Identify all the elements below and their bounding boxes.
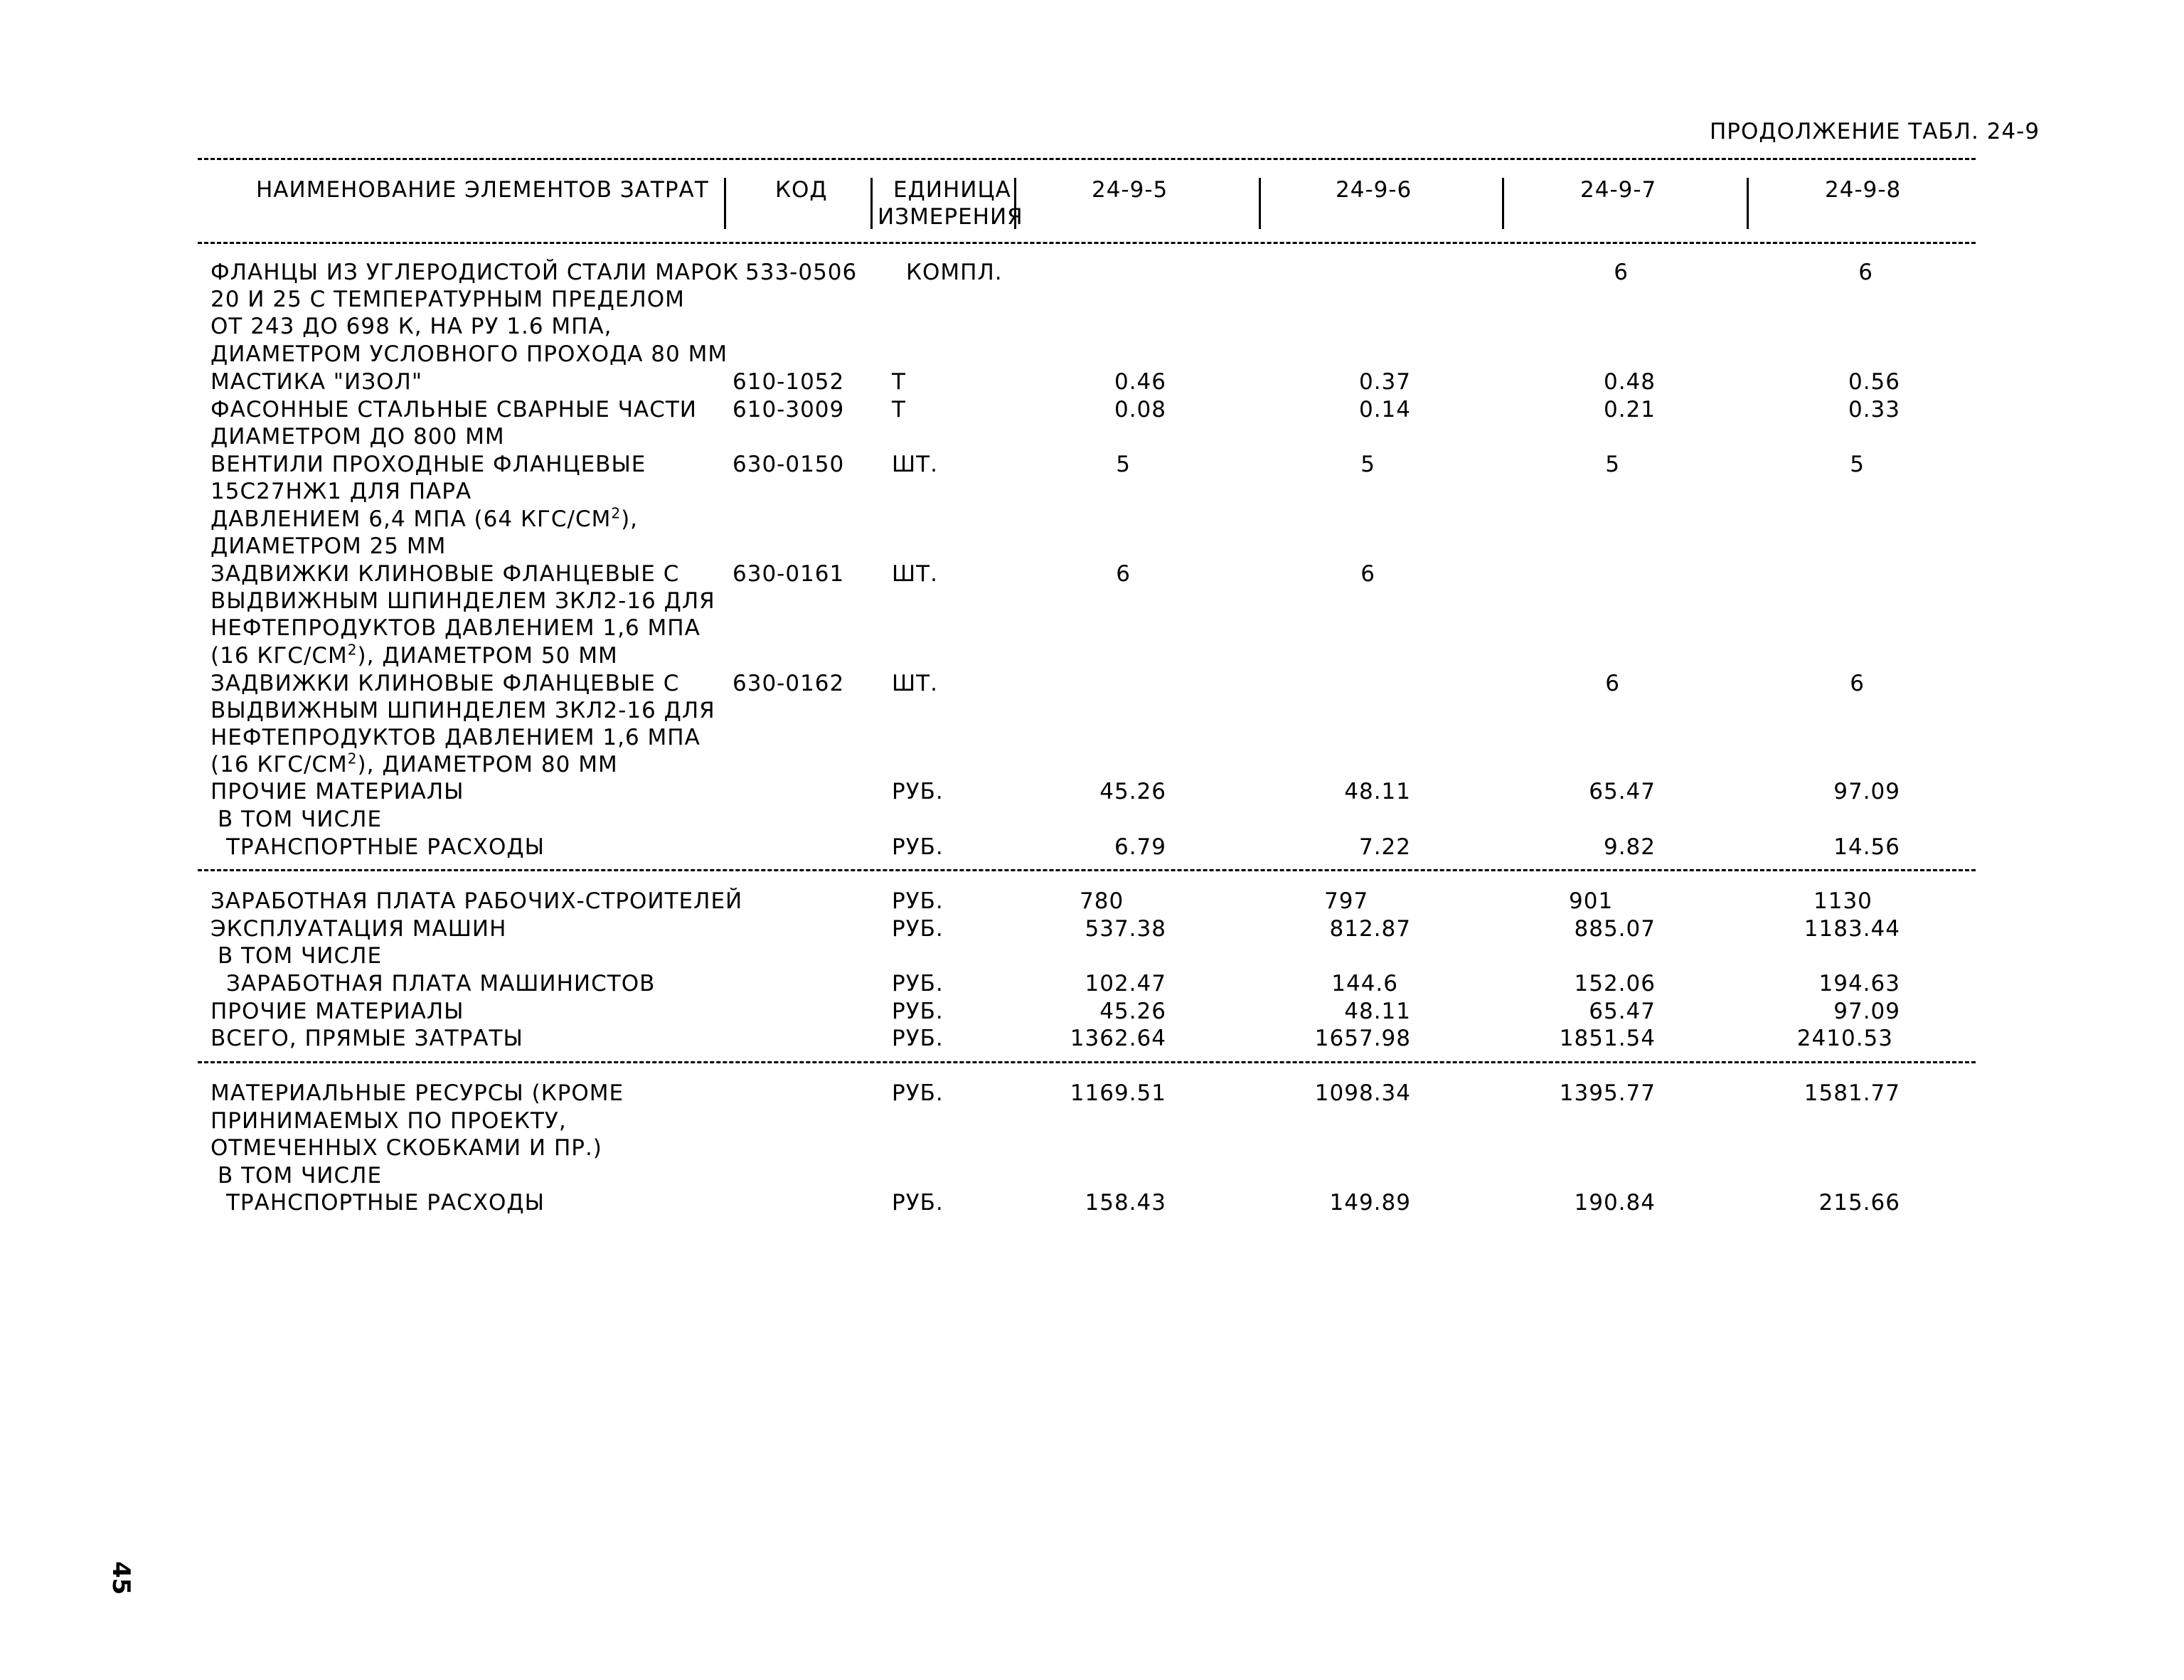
row-code: 610-3009 xyxy=(733,397,845,422)
row-label: ОТМЕЧЕННЫХ СКОБКАМИ И ПР.) xyxy=(211,1135,602,1161)
value-24-9-5: 102.47 xyxy=(1085,971,1166,996)
value-24-9-8: 194.63 xyxy=(1818,971,1900,996)
row-label: ОТ 243 ДО 698 К, НА РУ 1.6 МПА, xyxy=(211,314,612,339)
row-label: ТРАНСПОРТНЫЕ РАСХОДЫ xyxy=(226,1190,545,1216)
page-number: 45 xyxy=(107,1561,135,1595)
value-24-9-8: 215.66 xyxy=(1818,1190,1900,1216)
row-label: ДИАМЕТРОМ ДО 800 ММ xyxy=(211,424,505,450)
row-label: ФЛАНЦЫ ИЗ УГЛЕРОДИСТОЙ СТАЛИ МАРОК xyxy=(211,260,740,285)
row-label-including: В ТОМ ЧИСЛЕ xyxy=(218,1163,383,1189)
row-unit: ШТ. xyxy=(892,561,938,587)
value-24-9-6: 6 xyxy=(1360,561,1375,587)
row-label: ЗАДВИЖКИ КЛИНОВЫЕ ФЛАНЦЕВЫЕ С xyxy=(211,671,680,696)
row-unit: ШТ. xyxy=(892,671,938,696)
value-24-9-7: 9.82 xyxy=(1603,834,1656,860)
value-24-9-6: 48.11 xyxy=(1344,999,1411,1024)
value-24-9-6: 0.14 xyxy=(1358,397,1411,422)
row-label-including: В ТОМ ЧИСЛЕ xyxy=(218,807,383,832)
row-code: 533-0506 xyxy=(745,260,858,285)
value-24-9-7: 6 xyxy=(1605,671,1620,696)
row-label: ВЫДВИЖНЫМ ШПИНДЕЛЕМ ЗКЛ2-16 ДЛЯ xyxy=(211,698,715,723)
value-24-9-7: 1395.77 xyxy=(1559,1080,1656,1106)
header-bottom-rule xyxy=(198,242,1976,244)
row-label: МАСТИКА "ИЗОЛ" xyxy=(211,369,423,395)
value-24-9-8: 1581.77 xyxy=(1804,1080,1900,1106)
value-24-9-7: 190.84 xyxy=(1574,1190,1656,1216)
row-unit: РУБ. xyxy=(892,779,944,804)
row-label: ВЕНТИЛИ ПРОХОДНЫЕ ФЛАНЦЕВЫЕ xyxy=(211,452,646,477)
value-24-9-8: 6 xyxy=(1850,671,1865,696)
value-24-9-5: 6 xyxy=(1116,561,1131,587)
value-24-9-5: 158.43 xyxy=(1085,1190,1166,1216)
row-label: НЕФТЕПРОДУКТОВ ДАВЛЕНИЕМ 1,6 МПА xyxy=(211,615,701,641)
row-label: ТРАНСПОРТНЫЕ РАСХОДЫ xyxy=(226,834,545,860)
column-header-24-9-6: 24-9-6 xyxy=(1336,177,1412,203)
row-label: ЗАРАБОТНАЯ ПЛАТА РАБОЧИХ-СТРОИТЕЛЕЙ xyxy=(211,888,743,914)
value-24-9-7: 5 xyxy=(1605,452,1620,477)
value-24-9-5: 537.38 xyxy=(1085,916,1166,942)
value-24-9-7: 0.21 xyxy=(1603,397,1656,422)
value-24-9-7: 65.47 xyxy=(1589,999,1656,1024)
value-24-9-5: 0.46 xyxy=(1114,369,1166,395)
row-label: 20 И 25 С ТЕМПЕРАТУРНЫМ ПРЕДЕЛОМ xyxy=(211,287,685,312)
value-24-9-8: 0.33 xyxy=(1848,397,1900,422)
value-24-9-6: 0.37 xyxy=(1358,369,1411,395)
value-24-9-7: 65.47 xyxy=(1589,779,1656,804)
row-label: ПРИНИМАЕМЫХ ПО ПРОЕКТУ, xyxy=(211,1108,567,1134)
header-separator xyxy=(1502,178,1504,229)
value-24-9-7: 6 xyxy=(1614,260,1629,285)
section-rule xyxy=(198,869,1976,871)
header-separator xyxy=(724,178,726,229)
column-header-code: КОД xyxy=(775,177,828,203)
row-unit: Т xyxy=(892,369,906,395)
value-24-9-6: 5 xyxy=(1360,452,1375,477)
column-header-unit-2: ИЗМЕРЕНИЯ xyxy=(878,204,1023,230)
value-24-9-7: 901 xyxy=(1569,888,1614,914)
row-unit: РУБ. xyxy=(892,834,944,860)
row-code: 630-0161 xyxy=(733,561,845,587)
column-header-unit: ЕДИНИЦА xyxy=(893,177,1011,203)
row-label-including: В ТОМ ЧИСЛЕ xyxy=(218,943,383,969)
value-24-9-5: 45.26 xyxy=(1099,779,1166,804)
value-24-9-8: 6 xyxy=(1858,260,1873,285)
header-top-rule xyxy=(198,158,1976,160)
row-label: НЕФТЕПРОДУКТОВ ДАВЛЕНИЕМ 1,6 МПА xyxy=(211,725,701,750)
value-24-9-7: 885.07 xyxy=(1574,916,1656,942)
column-header-24-9-7: 24-9-7 xyxy=(1580,177,1657,203)
row-label: (16 КГС/$СМ^2$), ДИАМЕТРОМ 50 ММ xyxy=(211,641,618,669)
value-24-9-6: 1657.98 xyxy=(1314,1026,1411,1051)
value-24-9-6: 812.87 xyxy=(1329,916,1411,942)
row-code: 630-0162 xyxy=(733,671,845,696)
row-code: 610-1052 xyxy=(733,369,845,395)
value-24-9-5: 780 xyxy=(1080,888,1124,914)
value-24-9-5: 45.26 xyxy=(1099,999,1166,1024)
row-label: ВЫДВИЖНЫМ ШПИНДЕЛЕМ ЗКЛ2-16 ДЛЯ xyxy=(211,588,715,614)
row-label: ЗАДВИЖКИ КЛИНОВЫЕ ФЛАНЦЕВЫЕ С xyxy=(211,561,680,587)
row-label: (16 КГС/$СМ^2$), ДИАМЕТРОМ 80 ММ xyxy=(211,750,618,777)
value-24-9-6: 149.89 xyxy=(1329,1190,1411,1216)
value-24-9-8: 2410.53 xyxy=(1796,1026,1893,1051)
row-unit: РУБ. xyxy=(892,888,944,914)
row-unit: РУБ. xyxy=(892,1190,944,1216)
row-label: 15С27НЖ1 ДЛЯ ПАРА xyxy=(211,479,472,504)
value-24-9-8: 97.09 xyxy=(1833,999,1900,1024)
value-24-9-7: 0.48 xyxy=(1603,369,1656,395)
header-separator xyxy=(1014,178,1016,229)
row-label: ВСЕГО, ПРЯМЫЕ ЗАТРАТЫ xyxy=(211,1026,523,1051)
row-unit: КОМПЛ. xyxy=(906,260,1003,285)
section-rule xyxy=(198,1061,1976,1063)
row-code: 630-0150 xyxy=(733,452,845,477)
column-header-24-9-8: 24-9-8 xyxy=(1825,177,1902,203)
row-label: ДИАМЕТРОМ 25 ММ xyxy=(211,533,447,559)
row-unit: РУБ. xyxy=(892,1080,944,1106)
row-label: МАТЕРИАЛЬНЫЕ РЕСУРСЫ (КРОМЕ xyxy=(211,1080,624,1106)
row-label: ПРОЧИЕ МАТЕРИАЛЫ xyxy=(211,999,464,1024)
row-unit: Т xyxy=(892,397,906,422)
value-24-9-8: 14.56 xyxy=(1833,834,1900,860)
row-unit: РУБ. xyxy=(892,1026,944,1051)
row-unit: РУБ. xyxy=(892,999,944,1024)
value-24-9-8: 0.56 xyxy=(1848,369,1900,395)
row-label: ДАВЛЕНИЕМ 6,4 МПА (64 КГС/$СМ^2$), xyxy=(211,504,639,532)
value-24-9-6: 144.6 xyxy=(1331,971,1398,996)
value-24-9-8: 5 xyxy=(1850,452,1865,477)
row-label: ФАСОННЫЕ СТАЛЬНЫЕ СВАРНЫЕ ЧАСТИ xyxy=(211,397,697,422)
column-header-24-9-5: 24-9-5 xyxy=(1092,177,1168,203)
row-label: ДИАМЕТРОМ УСЛОВНОГО ПРОХОДА 80 ММ xyxy=(211,341,728,367)
value-24-9-7: 152.06 xyxy=(1574,971,1656,996)
value-24-9-5: 5 xyxy=(1116,452,1131,477)
value-24-9-5: 6.79 xyxy=(1114,834,1166,860)
table-continuation-caption: ПРОДОЛЖЕНИЕ ТАБЛ. 24-9 xyxy=(1710,119,2040,144)
value-24-9-6: 48.11 xyxy=(1344,779,1411,804)
header-separator xyxy=(1747,178,1749,229)
value-24-9-7: 1851.54 xyxy=(1559,1026,1656,1051)
value-24-9-8: 97.09 xyxy=(1833,779,1900,804)
value-24-9-5: 0.08 xyxy=(1114,397,1166,422)
row-label: ЭКСПЛУАТАЦИЯ МАШИН xyxy=(211,916,507,942)
value-24-9-5: 1169.51 xyxy=(1070,1080,1166,1106)
row-unit: РУБ. xyxy=(892,916,944,942)
value-24-9-6: 797 xyxy=(1324,888,1369,914)
row-unit: ШТ. xyxy=(892,452,938,477)
header-separator xyxy=(870,178,873,229)
row-label: ЗАРАБОТНАЯ ПЛАТА МАШИНИСТОВ xyxy=(226,971,656,996)
column-header-name: НАИМЕНОВАНИЕ ЭЛЕМЕНТОВ ЗАТРАТ xyxy=(256,177,709,203)
value-24-9-5: 1362.64 xyxy=(1070,1026,1166,1051)
row-unit: РУБ. xyxy=(892,971,944,996)
row-label: ПРОЧИЕ МАТЕРИАЛЫ xyxy=(211,779,464,804)
value-24-9-6: 7.22 xyxy=(1358,834,1411,860)
value-24-9-8: 1183.44 xyxy=(1804,916,1900,942)
value-24-9-8: 1130 xyxy=(1813,888,1873,914)
value-24-9-6: 1098.34 xyxy=(1314,1080,1411,1106)
header-separator xyxy=(1259,178,1261,229)
